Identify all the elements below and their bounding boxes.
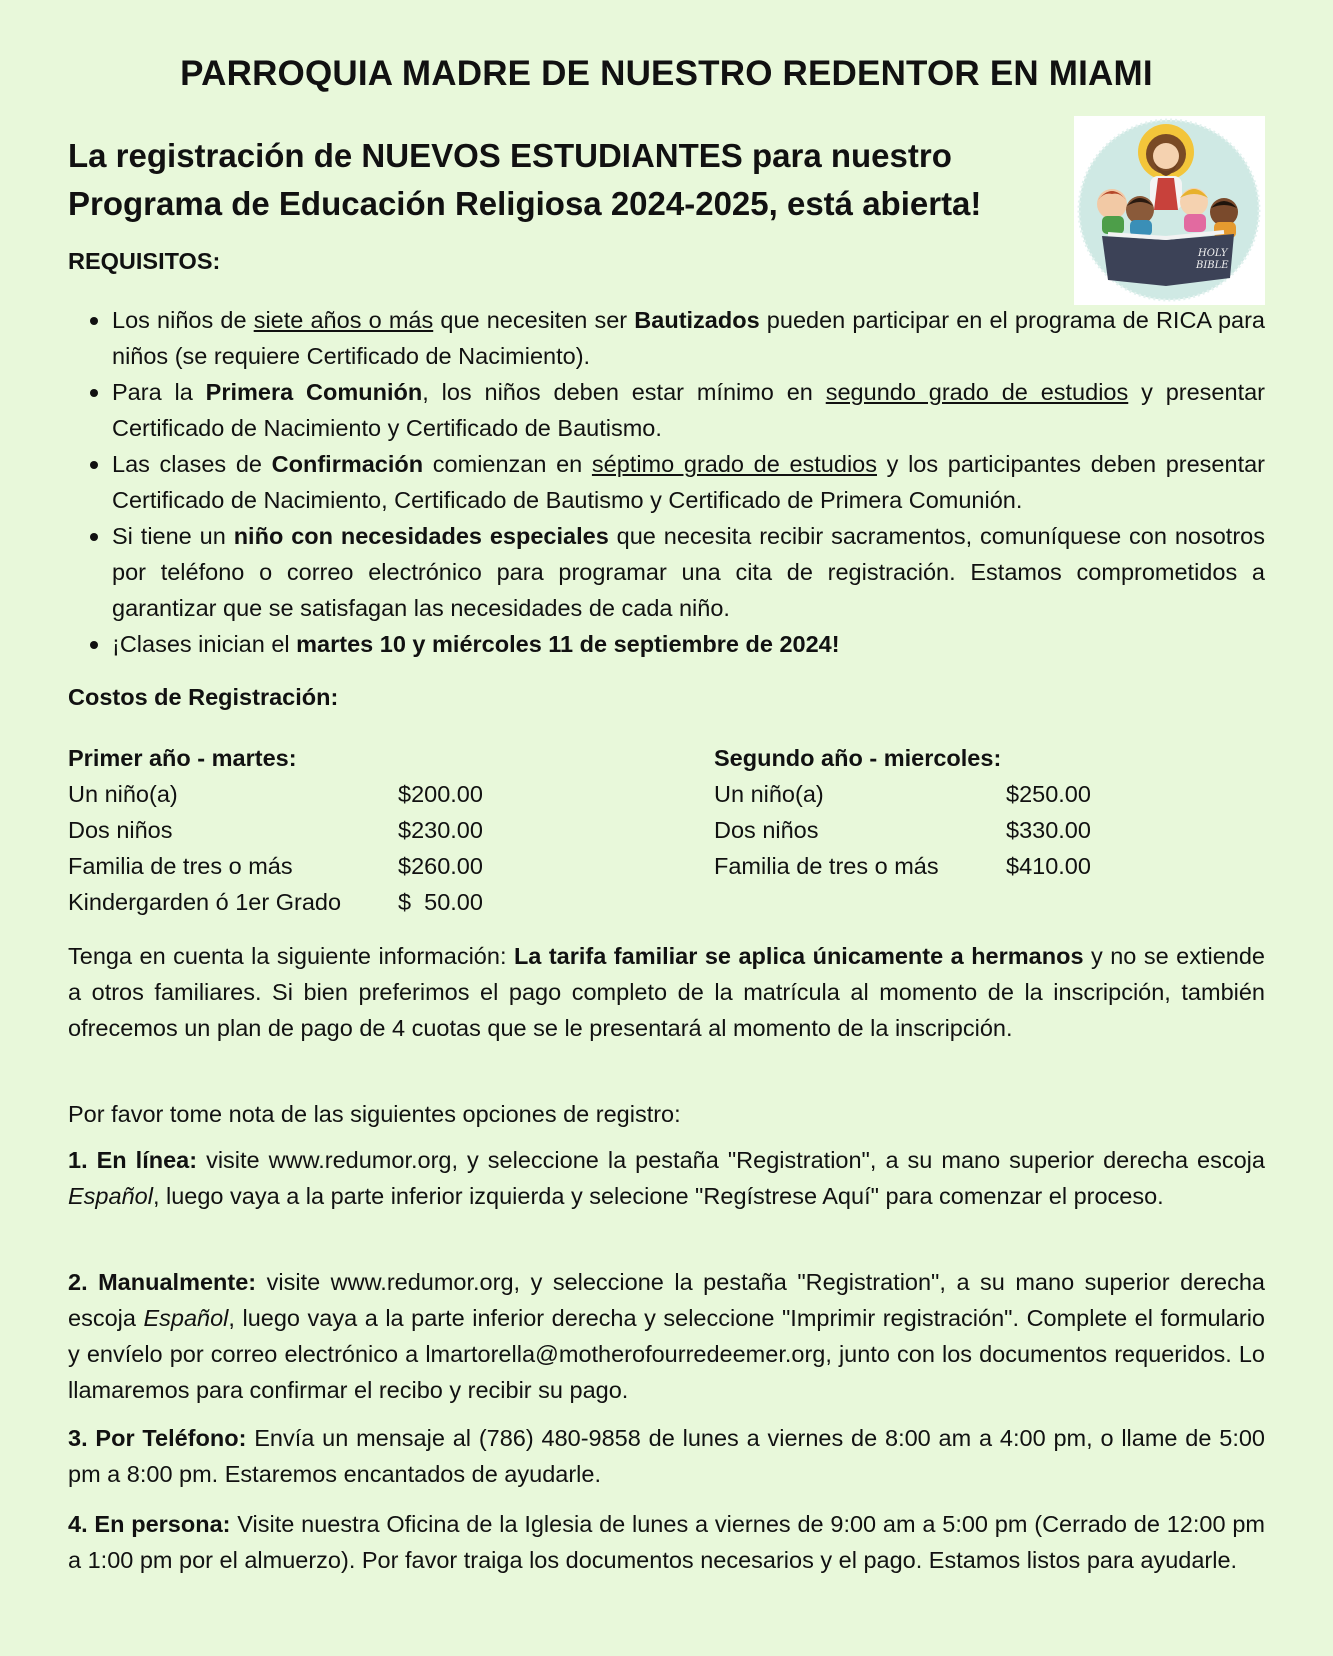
options-intro: Por favor tome nota de las siguientes opciones de registro:: [68, 1101, 681, 1127]
children-bible-icon: [1074, 116, 1265, 305]
requirements-list: [68, 302, 1265, 662]
price-row: Kindergarden ó 1er Grado $ 50.00: [68, 889, 483, 915]
price-row: Familia de tres o más $410.00: [714, 853, 1091, 879]
first-year-prices: [68, 740, 483, 920]
children-bible-logo: [1074, 116, 1265, 305]
requirements-heading: REQUISITOS:: [68, 248, 221, 274]
requirement-item-baptism: Los niños de siete años o más que necesiten ser Bautizados pueden participar en el programa de RICA para niños (se requiere Certificado de Nacimiento).: [68, 302, 1265, 374]
headline-line-1: La registración de NUEVOS ESTUDIANTES para nuestro: [68, 137, 952, 174]
price-row: Un niño(a) $250.00: [714, 781, 1091, 807]
option-in-person: 4. En persona: Visite nuestra Oficina de la Iglesia de lunes a viernes de 9:00 am a 5:00 pm (Cerrado de 12:00 pm a 1:00 pm por el almuerzo). Por favor traiga los documentos necesarios y el pago. Estamos listos para ayudarle.: [68, 1511, 1265, 1573]
costs-heading: Costos de Registración:: [68, 684, 339, 710]
requirement-item-confirmation: Las clases de Confirmación comienzan en séptimo grado de estudios y los participantes deben presentar Certificado de Nacimiento, Certificado de Bautismo y Certificado de Primera Comunión.: [68, 446, 1265, 518]
first-year-title: Primer año - martes:: [68, 745, 297, 771]
second-year-title: Segundo año - miercoles:: [714, 745, 1002, 771]
family-rate-note: Tenga en cuenta la siguiente información: La tarifa familiar se aplica únicamente a hermanos y no se extiende a otros familiares. Si bien preferimos el pago completo de la matrícula al momento de la inscripción, también ofrecemos un plan de pago de 4 cuotas que se le presentará al momento de la inscripción.: [68, 943, 1265, 1041]
option-phone: 3. Por Teléfono: Envía un mensaje al (786) 480-9858 de lunes a viernes de 8:00 am a 4:00 pm, o llame de 5:00 pm a 8:00 pm. Estaremos encantados de ayudarle.: [68, 1425, 1265, 1487]
price-row: Dos niños $330.00: [714, 817, 1091, 843]
headline-line-2: Programa de Educación Religiosa 2024-2025, está abierta!: [68, 185, 982, 222]
requirement-item-first-communion: Para la Primera Comunión, los niños deben estar mínimo en segundo grado de estudios y presentar Certificado de Nacimiento y Certificado de Bautismo.: [68, 374, 1265, 446]
option-online: 1. En línea: visite www.redumor.org, y seleccione la pestaña "Registration", a su mano superior derecha escoja Español, luego vaya a la parte inferior izquierda y selecione "Regístrese Aquí" para comenzar el proceso.: [68, 1147, 1265, 1209]
requirement-item-special-needs: Si tiene un niño con necesidades especiales que necesita recibir sacramentos, comuníquese con nosotros por teléfono o correo electrónico para programar una cita de registración. Estamos comprometidos a garantizar que se satisfagan las necesidades de cada niño.: [68, 518, 1265, 626]
bible-cover-text-1: HOLY: [1198, 248, 1228, 259]
parish-title: PARROQUIA MADRE DE NUESTRO REDENTOR EN MIAMI: [180, 54, 1153, 93]
price-row: Familia de tres o más $260.00: [68, 853, 483, 879]
registration-headline: [68, 132, 1058, 228]
price-row: Dos niños $230.00: [68, 817, 483, 843]
option-manual: 2. Manualmente: visite www.redumor.org, y seleccione la pestaña "Registration", a su mano superior derecha escoja Español, luego vaya a la parte inferior derecha y seleccione "Imprimir registración". Complete el formulario y envíelo por correo electrónico a lmartorella@motherofourredeemer.org, junto con los documentos requeridos. Lo llamaremos para confirmar el recibo y recibir su pago.: [68, 1269, 1265, 1403]
second-year-prices: [714, 740, 1091, 884]
price-row: Un niño(a) $200.00: [68, 781, 483, 807]
requirement-item-class-start: ¡Clases inician el martes 10 y miércoles 11 de septiembre de 2024!: [68, 626, 1265, 662]
bible-cover-text-2: BIBLE: [1196, 260, 1229, 271]
